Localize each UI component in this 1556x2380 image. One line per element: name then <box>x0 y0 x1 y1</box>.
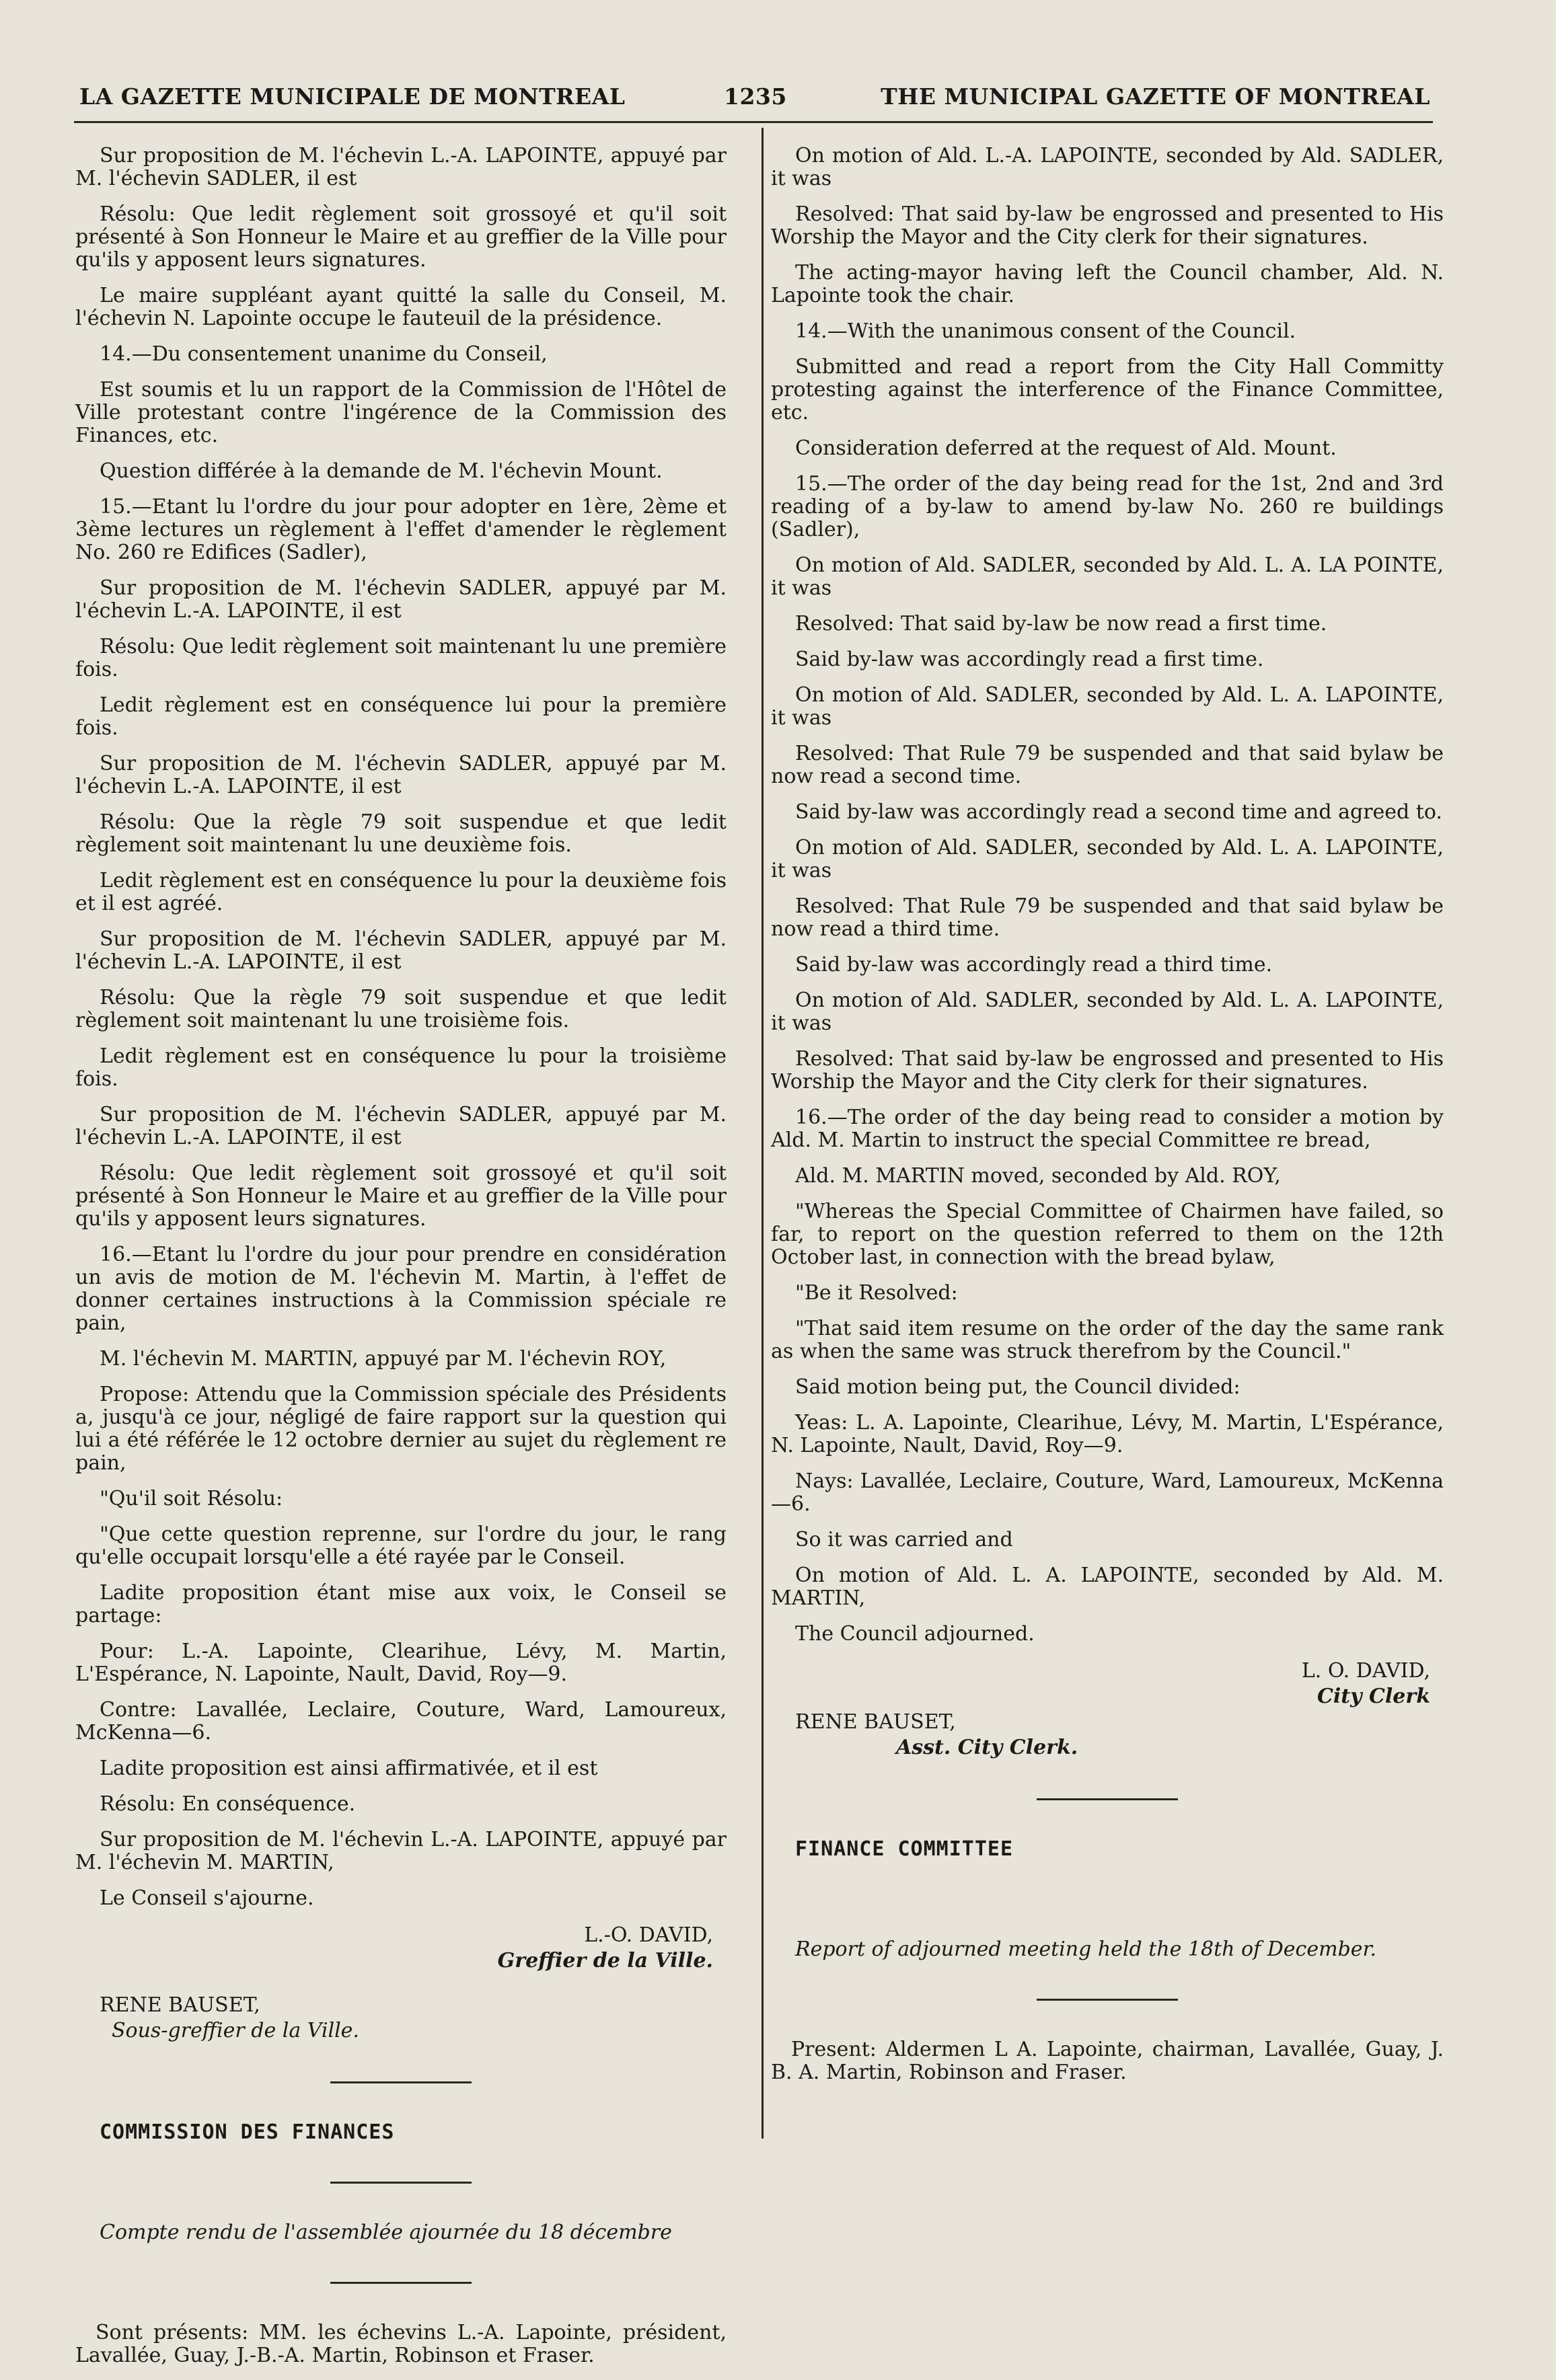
report-heading: Compte rendu de l'assemblée ajournée du 18 décembre <box>100 2221 672 2244</box>
column-divider <box>762 128 764 2139</box>
section-title: COMMISSION DES FINANCES <box>100 2120 395 2144</box>
report-heading: Report of adjourned meeting held the 18th of December. <box>795 1937 1377 1961</box>
paragraph: Sur proposition de M. l'échevin L.-A. LAPOINTE, appuyé par M. l'échevin M. MARTIN, <box>75 1828 727 1874</box>
header-french-title: LA GAZETTE MUNICIPALE DE MONTREAL <box>79 83 626 110</box>
attendance: Sont présents: MM. les échevins L.-A. Lapointe, président, Lavallée, Guay, J.-B.-A. Martin, Robinson et Fraser. <box>75 2321 727 2367</box>
paragraph: Resolved: That said by-law be engrossed and presented to His Worship the Mayor and the City clerk for their signatures. <box>771 202 1444 249</box>
paragraph: "That said item resume on the order of the day the same rank as when the same was struck therefrom by the Council." <box>771 1317 1444 1363</box>
paragraph: Sur proposition de M. l'échevin SADLER, appuyé par M. l'échevin L.-A. LAPOINTE, il est <box>75 576 727 623</box>
paragraph: M. l'échevin M. MARTIN, appuyé par M. l'échevin ROY, <box>100 1347 667 1371</box>
paragraph: Résolu: En conséquence. <box>100 1792 356 1816</box>
paragraph: Résolu: Que la règle 79 soit suspendue et que ledit règlement soit maintenant lu une deuxième fois. <box>75 810 727 857</box>
paragraph: On motion of Ald. SADLER, seconded by Ald. L. A. LAPOINTE, it was <box>771 989 1444 1035</box>
clerk-name: RENE BAUSET, <box>100 1993 260 2017</box>
paragraph: "Whereas the Special Committee of Chairmen have failed, so far, to report on the question referred to them on the 12th October last, in connection with the bread bylaw, <box>771 1200 1444 1269</box>
paragraph: So it was carried and <box>795 1528 1013 1551</box>
paragraph: "Que cette question reprenne, sur l'ordre du jour, le rang qu'elle occupait lorsqu'elle a été rayée par le Conseil. <box>75 1523 727 1569</box>
paragraph: Ladite proposition étant mise aux voix, le Conseil se partage: <box>75 1581 727 1627</box>
paragraph: Resolved: That said by-law be engrossed and presented to His Worship the Mayor and the City clerk for their signatures. <box>771 1047 1444 1093</box>
paragraph: Sur proposition de M. l'échevin SADLER, appuyé par M. l'échevin L.-A. LAPOINTE, il est <box>75 1103 727 1149</box>
paragraph: Résolu: Que ledit règlement soit grossoyé et qu'il soit présenté à Son Honneur le Maire et au greffier de la Ville pour qu'ils y apposent leurs signatures. <box>75 1161 727 1231</box>
paragraph: Nays: Lavallée, Leclaire, Couture, Ward, Lamoureux, McKenna—6. <box>771 1469 1444 1516</box>
paragraph: 15.—The order of the day being read for the 1st, 2nd and 3rd reading of a by-law to amend by-law No. 260 re buildings (Sadler), <box>771 472 1444 541</box>
paragraph: "Qu'il soit Résolu: <box>100 1487 283 1510</box>
section-title: FINANCE COMMITTEE <box>795 1837 1014 1861</box>
paragraph: Est soumis et lu un rapport de la Commission de l'Hôtel de Ville protestant contre l'ingérence de la Commission des Finances, etc. <box>75 378 727 447</box>
paragraph: Le Conseil s'ajourne. <box>100 1886 314 1910</box>
paragraph: Sur proposition de M. l'échevin SADLER, appuyé par M. l'échevin L.-A. LAPOINTE, il est <box>75 927 727 974</box>
paragraph: Submitted and read a report from the City Hall Committy protesting against the interference of the Finance Committee, etc. <box>771 355 1444 424</box>
section-divider <box>330 2182 472 2184</box>
paragraph: 16.—Etant lu l'ordre du jour pour prendre en considération un avis de motion de M. l'échevin M. Martin, à l'effet de donner certaines instructions à la Commission spéciale re pain, <box>75 1243 727 1335</box>
paragraph: Resolved: That said by-law be now read a first time. <box>795 612 1327 636</box>
attendance: Present: Aldermen L A. Lapointe, chairman, Lavallée, Guay, J. B. A. Martin, Robinson and Fraser. <box>771 2038 1444 2084</box>
paragraph: Resolved: That Rule 79 be suspended and that said bylaw be now read a second time. <box>771 742 1444 788</box>
paragraph: Sur proposition de M. l'échevin L.-A. LAPOINTE, appuyé par M. l'échevin SADLER, il est <box>75 144 727 190</box>
paragraph: On motion of Ald. SADLER, seconded by Ald. L. A. LA POINTE, it was <box>771 553 1444 600</box>
paragraph: Ladite proposition est ainsi affirmativée, et il est <box>100 1757 598 1780</box>
paragraph: 14.—Du consentement unanime du Conseil, <box>100 342 548 366</box>
header-english-title: THE MUNICIPAL GAZETTE OF MONTREAL <box>881 83 1430 110</box>
paragraph: Resolved: That Rule 79 be suspended and that said bylaw be now read a third time. <box>771 894 1444 941</box>
signature-name: L. O. DAVID, <box>1301 1659 1430 1683</box>
paragraph: Consideration deferred at the request of Ald. Mount. <box>795 436 1337 460</box>
signature-name: L.-O. DAVID, <box>584 1923 713 1947</box>
french-column <box>75 145 727 2380</box>
paragraph: On motion of Ald. L.-A. LAPOINTE, seconded by Ald. SADLER, it was <box>771 144 1444 190</box>
section-divider <box>330 2081 472 2083</box>
section-divider <box>1037 1798 1178 1800</box>
paragraph: 15.—Etant lu l'ordre du jour pour adopter en 1ère, 2ème et 3ème lectures un règlement à l'effet d'amender le règlement No. 260 re Edifices (Sadler), <box>75 495 727 564</box>
paragraph: Said by-law was accordingly read a second time and agreed to. <box>795 800 1442 824</box>
paragraph: Said motion being put, the Council divided: <box>795 1375 1240 1399</box>
paragraph: Le maire suppléant ayant quitté la salle du Conseil, M. l'échevin N. Lapointe occupe le fauteuil de la présidence. <box>75 284 727 330</box>
section-divider <box>1037 1999 1178 2001</box>
clerk-title: Sous-greffier de la Ville. <box>112 2019 359 2042</box>
paragraph: Contre: Lavallée, Leclaire, Couture, Ward, Lamoureux, McKenna—6. <box>75 1698 727 1744</box>
paragraph: Ald. M. MARTIN moved, seconded by Ald. ROY, <box>795 1164 1281 1188</box>
paragraph: 16.—The order of the day being read to consider a motion by Ald. M. Martin to instruct the special Committee re bread, <box>771 1106 1444 1152</box>
paragraph: Question différée à la demande de M. l'échevin Mount. <box>100 459 663 483</box>
paragraph: 14.—With the unanimous consent of the Council. <box>795 319 1296 343</box>
signature-title: City Clerk <box>1317 1685 1430 1708</box>
paragraph: Ledit règlement est en conséquence lu pour la deuxième fois et il est agréé. <box>75 869 727 915</box>
paragraph: Sur proposition de M. l'échevin SADLER, appuyé par M. l'échevin L.-A. LAPOINTE, il est <box>75 752 727 798</box>
signature-title: Greffier de la Ville. <box>497 1949 713 1972</box>
paragraph: The acting-mayor having left the Council chamber, Ald. N. Lapointe took the chair. <box>771 261 1444 307</box>
paragraph: The Council adjourned. <box>795 1622 1035 1646</box>
paragraph: On motion of Ald. L. A. LAPOINTE, seconded by Ald. M. MARTIN, <box>771 1564 1444 1610</box>
english-column <box>771 145 1444 2097</box>
section-divider <box>330 2282 472 2284</box>
clerk-name: RENE BAUSET, <box>795 1710 956 1734</box>
paragraph: Pour: L.-A. Lapointe, Clearihue, Lévy, M. Martin, L'Espérance, N. Lapointe, Nault, David, Roy—9. <box>75 1640 727 1686</box>
paragraph: Résolu: Que ledit règlement soit grossoyé et qu'il soit présenté à Son Honneur le Maire et au greffier de la Ville pour qu'ils y apposent leurs signatures. <box>75 202 727 272</box>
paragraph: Ledit règlement est en conséquence lu pour la troisième fois. <box>75 1044 727 1091</box>
paragraph: Said by-law was accordingly read a first time. <box>795 648 1264 671</box>
paragraph: On motion of Ald. SADLER, seconded by Ald. L. A. LAPOINTE, it was <box>771 836 1444 882</box>
clerk-title: Asst. City Clerk. <box>896 1736 1078 1759</box>
paragraph: "Be it Resolved: <box>795 1281 958 1305</box>
paragraph: Yeas: L. A. Lapointe, Clearihue, Lévy, M. Martin, L'Espérance, N. Lapointe, Nault, David, Roy—9. <box>771 1411 1444 1457</box>
page-header <box>74 79 1433 123</box>
paragraph: Résolu: Que la règle 79 soit suspendue et que ledit règlement soit maintenant lu une troisième fois. <box>75 986 727 1032</box>
paragraph: Said by-law was accordingly read a third time. <box>795 953 1273 976</box>
paragraph: Propose: Attendu que la Commission spéciale des Présidents a, jusqu'à ce jour, négligé de faire rapport sur la question qui lui a été référée le 12 octobre dernier au sujet du règlement re pain, <box>75 1383 727 1475</box>
paragraph: Ledit règlement est en conséquence lui pour la première fois. <box>75 693 727 740</box>
page-number: 1235 <box>724 83 787 110</box>
paragraph: On motion of Ald. SADLER, seconded by Ald. L. A. LAPOINTE, it was <box>771 683 1444 730</box>
paragraph: Résolu: Que ledit règlement soit maintenant lu une première fois. <box>75 635 727 681</box>
